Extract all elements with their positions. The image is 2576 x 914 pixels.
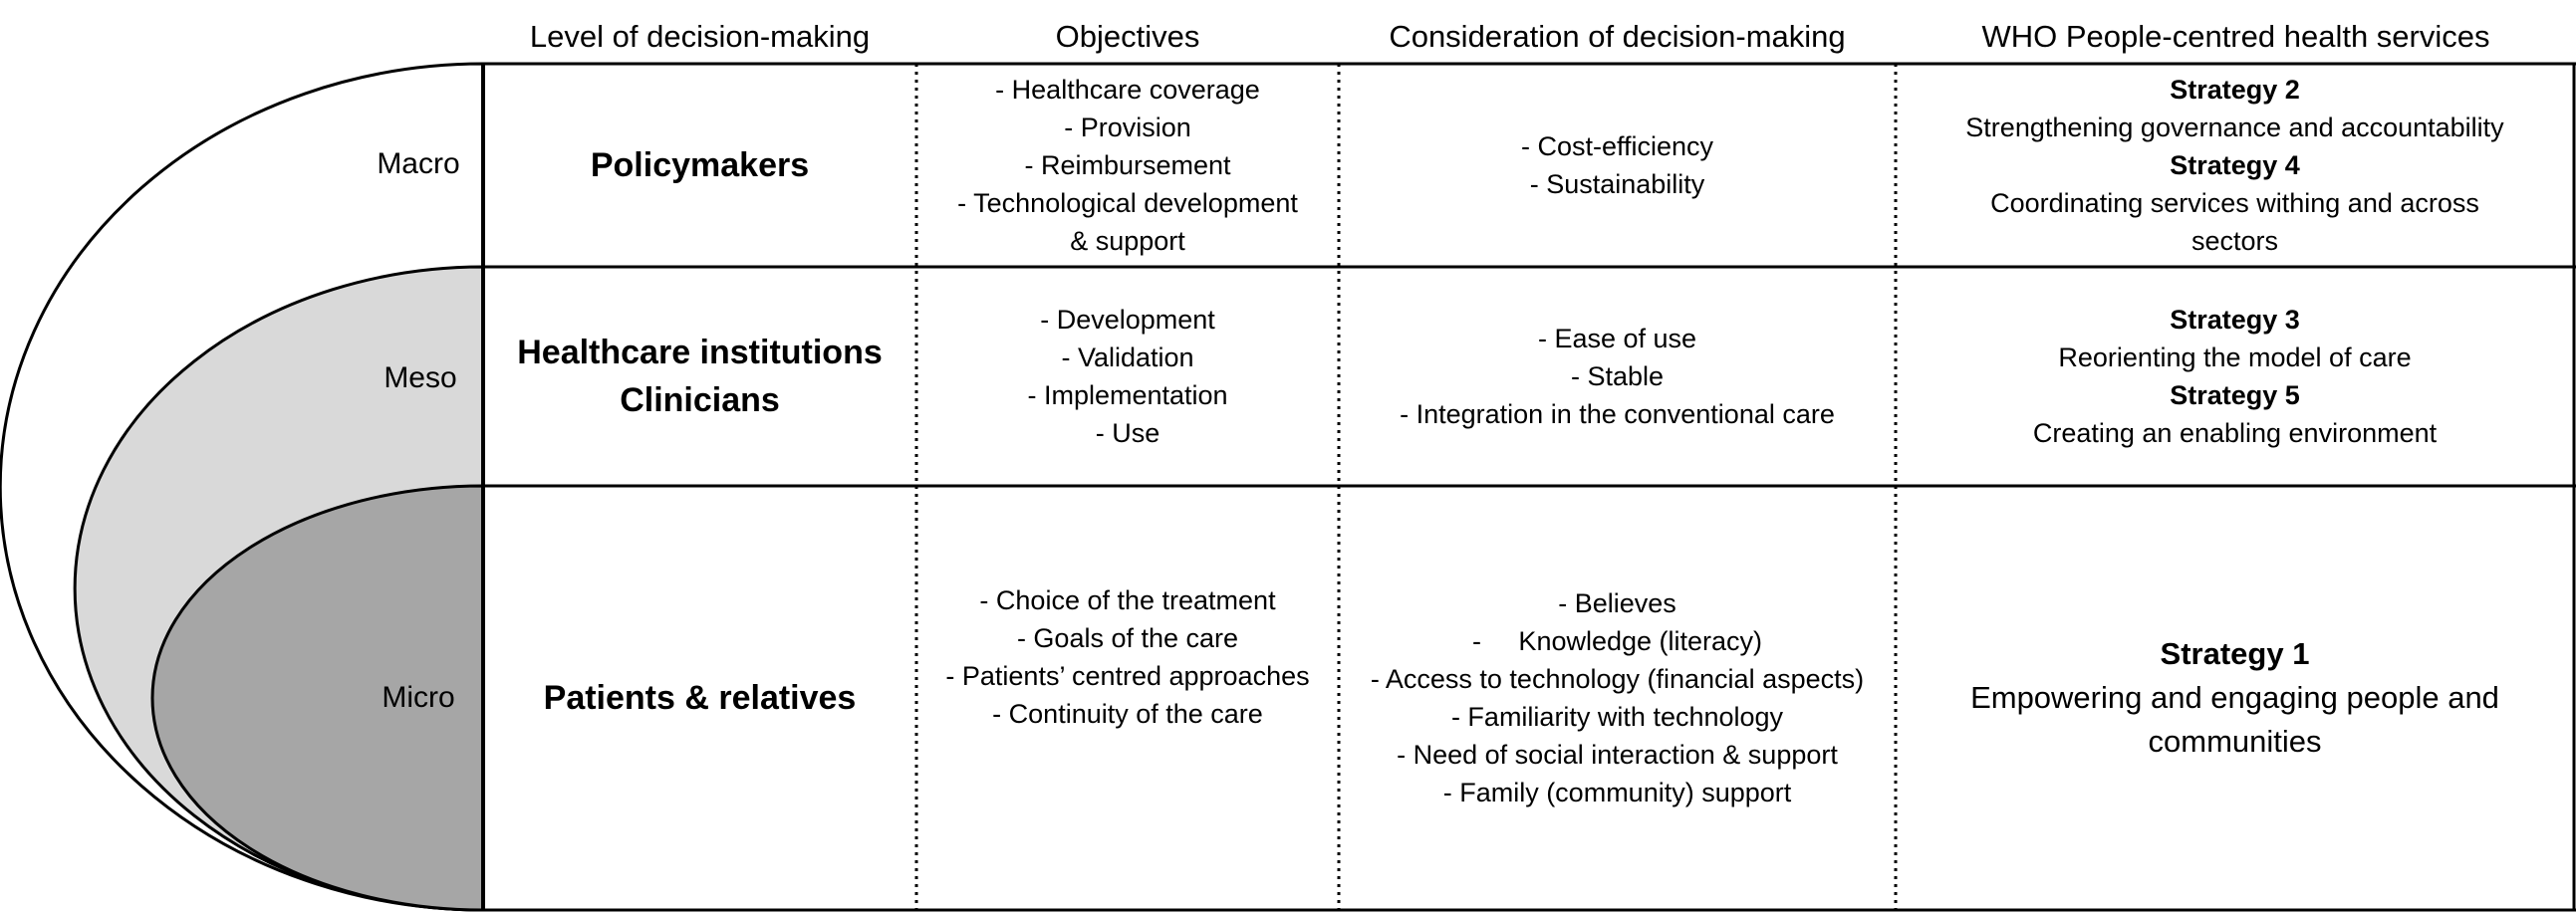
list-item: - Reimbursement: [1024, 150, 1231, 180]
header-consideration: Consideration of decision-making: [1389, 19, 1846, 54]
considerations-cell-meso: [1339, 269, 1896, 484]
level-label-micro: Micro: [382, 681, 455, 714]
considerations-cell-macro: [1339, 66, 1896, 265]
list-item: - Healthcare coverage: [995, 75, 1260, 105]
strategy-title: Strategy 5: [2170, 380, 2300, 410]
list-item: - Family (community) support: [1442, 778, 1792, 807]
strategy-text: Empowering and engaging people and: [1970, 680, 2499, 715]
actor-cell-macro: [483, 66, 916, 265]
strategies-cell-meso: [1896, 269, 2574, 484]
actor-name: Healthcare institutions: [517, 334, 883, 371]
strategies-cell-macro: [1896, 66, 2574, 265]
list-item: - Believes: [1558, 588, 1676, 618]
strategy-title: Strategy 2: [2170, 75, 2300, 105]
strategy-title: Strategy 3: [2170, 305, 2300, 335]
level-label-meso: Meso: [384, 361, 457, 394]
header-level: Level of decision-making: [529, 19, 871, 54]
list-item: - Stable: [1570, 361, 1665, 391]
strategy-text: communities: [2148, 724, 2322, 759]
list-item: - Need of social interaction & support: [1397, 740, 1838, 770]
list-item: - Provision: [1064, 113, 1191, 142]
list-item: - Access to technology (financial aspects): [1370, 664, 1865, 694]
list-item: - Development: [1040, 305, 1215, 335]
actor-name: Patients & relatives: [543, 679, 857, 717]
strategies-cell-micro: [1896, 488, 2574, 908]
list-item: - Integration in the conventional care: [1400, 399, 1835, 429]
list-item: - Goals of the care: [1016, 623, 1239, 653]
list-item: - Validation: [1061, 343, 1194, 372]
actor-cell-micro: [483, 488, 916, 908]
considerations-cell-micro: [1339, 488, 1896, 908]
level-label-macro: Macro: [377, 147, 460, 180]
list-item: - Knowledge (literacy): [1471, 626, 1763, 656]
list-item: - Use: [1095, 418, 1160, 448]
header-objectives: Objectives: [1055, 19, 1200, 54]
header-who: WHO People-centred health services: [1981, 19, 2490, 54]
objectives-cell-meso: [916, 269, 1339, 484]
objectives-cell-macro: [916, 66, 1339, 265]
strategy-title: Strategy 1: [2160, 636, 2310, 671]
strategy-text: Creating an enabling environment: [2032, 418, 2438, 448]
list-item: - Choice of the treatment: [979, 585, 1276, 615]
strategy-title: Strategy 4: [2170, 150, 2300, 180]
objectives-cell-micro: [916, 488, 1339, 826]
strategy-text: Coordinating services withing and across: [1990, 188, 2479, 218]
list-item: - Sustainability: [1529, 169, 1705, 199]
actor-name: Policymakers: [590, 146, 810, 184]
strategy-text: Strengthening governance and accountability: [1965, 113, 2504, 142]
list-item: - Cost-efficiency: [1520, 131, 1714, 161]
strategy-text: sectors: [2190, 226, 2279, 256]
list-item: - Familiarity with technology: [1450, 702, 1784, 732]
actor-name: Clinicians: [620, 381, 780, 419]
strategy-text: Reorienting the model of care: [2058, 343, 2412, 372]
actor-cell-meso: [483, 269, 916, 484]
list-item: - Patients’ centred approaches: [945, 661, 1310, 691]
list-item: & support: [1070, 226, 1185, 256]
list-item: - Implementation: [1027, 380, 1228, 410]
list-item: - Technological development: [957, 188, 1298, 218]
list-item: - Ease of use: [1537, 324, 1697, 353]
list-item: - Continuity of the care: [992, 699, 1263, 729]
